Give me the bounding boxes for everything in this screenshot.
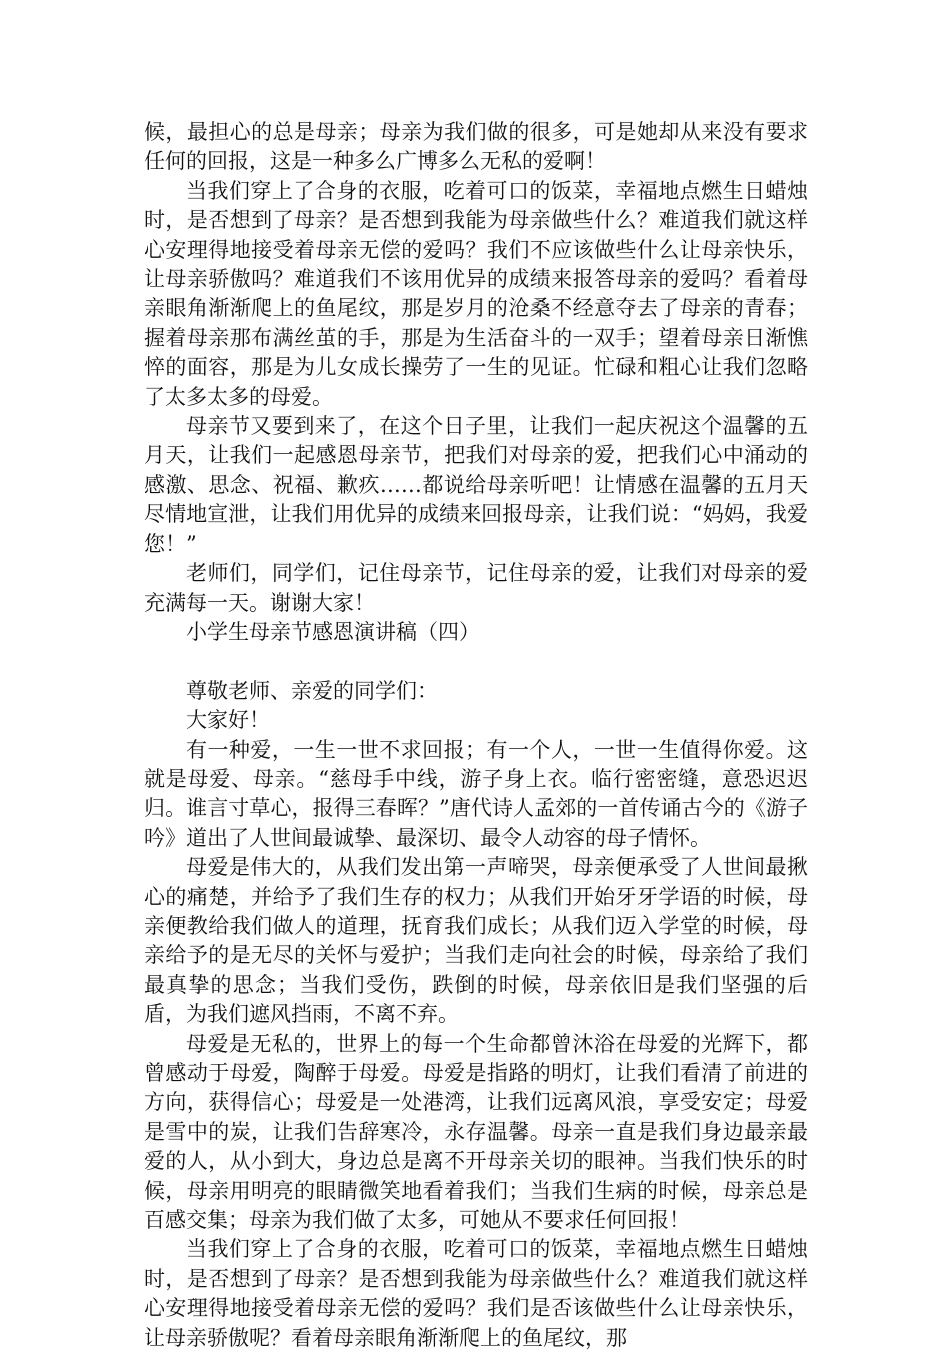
document-page	[144, 118, 808, 1353]
paragraph: 老师们，同学们，记住母亲节，记住母亲的爱，让我们对母亲的爱充满每一天。谢谢大家！	[144, 561, 808, 615]
greeting: 大家好！	[186, 708, 270, 733]
section-heading: 小学生母亲节感恩演讲稿（四）	[186, 619, 480, 644]
paragraph: 有一种爱，一生一世不求回报；有一个人，一世一生值得你爱。这就是母爱、母亲。“慈母手中线，游子身上衣。临行密密缝，意恐迟迟归。谁言寸草心，报得三春晖？”唐代诗人孟郊的一首传诵古今的《游子吟》道出了人世间最诚挚、最深切、最令人动容的母子情怀。	[144, 737, 808, 850]
paragraph-truncated: 当我们穿上了合身的衣服，吃着可口的饭菜，幸福地点燃生日蜡烛时，是否想到了母亲？是否想到我能为母亲做些什么？难道我们就这样心安理得地接受着母亲无偿的爱吗？我们是否该做些什么让母亲快乐，让母亲骄傲呢？看着母亲眼角渐渐爬上的鱼尾纹，那	[144, 1237, 808, 1350]
paragraph: 母爱是伟大的，从我们发出第一声啼哭，母亲便承受了人世间最揪心的痛楚，并给予了我们生存的权力；从我们开始牙牙学语的时候，母亲便教给我们做人的道理，抚育我们成长；从我们迈入学堂的时候，母亲给予的是无尽的关怀与爱护；当我们走向社会的时候，母亲给了我们最真挚的思念；当我们受伤，跌倒的时候，母亲依旧是我们坚强的后盾，为我们遮风挡雨，不离不弃。	[144, 855, 808, 1027]
paragraph: 当我们穿上了合身的衣服，吃着可口的饭菜，幸福地点燃生日蜡烛时，是否想到了母亲？是否想到我能为母亲做些什么？难道我们就这样心安理得地接受着母亲无偿的爱吗？我们不应该做些什么让母亲快乐，让母亲骄傲吗？难道我们不该用优异的成绩来报答母亲的爱吗？看着母亲眼角渐渐爬上的鱼尾纹，那是岁月的沧桑不经意夺去了母亲的青春；握着母亲那布满丝茧的手，那是为生活奋斗的一双手；望着母亲日渐憔悴的面容，那是为儿女成长操劳了一生的见证。忙碌和粗心让我们忽略了太多太多的母爱。	[144, 178, 808, 409]
blank-line	[144, 647, 808, 676]
paragraph: 母爱是无私的，世界上的每一个生命都曾沐浴在母爱的光辉下，都曾感动于母爱，陶醉于母爱。母爱是指路的明灯，让我们看清了前进的方向，获得信心；母爱是一处港湾，让我们远离风浪，享受安定；母爱是雪中的炭，让我们告辞寒冷，永存温馨。母亲一直是我们身边最亲最爱的人，从小到大，身边总是离不开母亲关切的眼神。当我们快乐的时候，母亲用明亮的眼睛微笑地看着我们；当我们生病的时候，母亲总是百感交集；母亲为我们做了太多，可她从不要求任何回报！	[144, 1031, 808, 1233]
salutation: 尊敬老师、亲爱的同学们：	[186, 678, 438, 703]
paragraph-continued: 候，最担心的总是母亲；母亲为我们做的很多，可是她却从来没有要求任何的回报，这是一种多么广博多么无私的爱啊！	[144, 120, 808, 174]
paragraph: 母亲节又要到来了，在这个日子里，让我们一起庆祝这个温馨的五月天，让我们一起感恩母亲节，把我们对母亲的爱，把我们心中涌动的感激、思念、祝福、歉疚……都说给母亲听吧！让情感在温馨的五月天尽情地宣泄，让我们用优异的成绩来回报母亲，让我们说：“妈妈，我爱您！”	[144, 414, 808, 556]
